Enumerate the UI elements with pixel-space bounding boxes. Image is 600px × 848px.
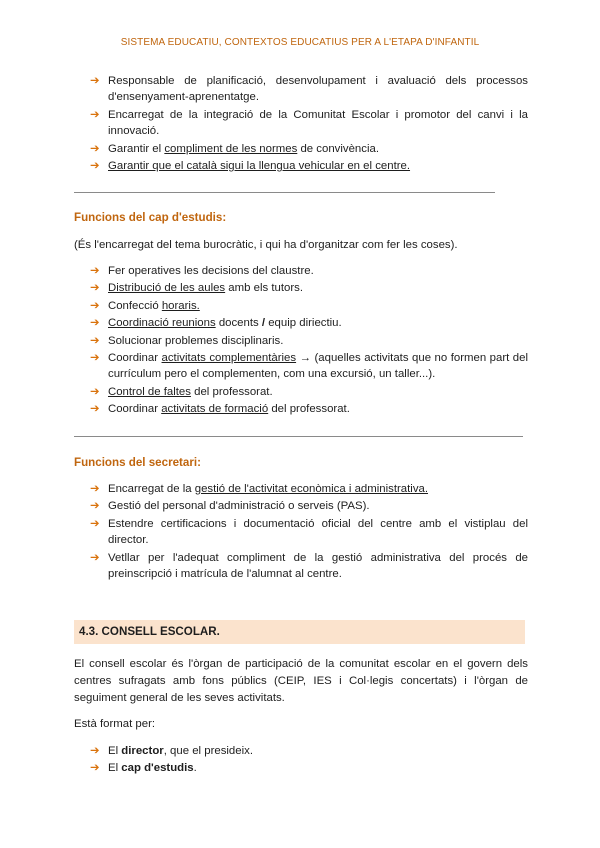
underlined-text: Garantir que el català sigui la llengua vehicular en el centre. — [108, 160, 411, 173]
list-item — [74, 315, 528, 331]
list-item — [74, 743, 528, 759]
arrow-right-icon: ➔ — [90, 282, 100, 295]
consell-members-list-wrapper — [74, 743, 528, 778]
list-item — [74, 141, 528, 157]
cap-estudis-heading: Funcions del cap d'estudis: — [74, 211, 227, 224]
secretari-list — [74, 481, 528, 582]
list-item-text: Encarregat de la — [108, 483, 195, 495]
consell-escolar-heading: 4.3. CONSELL ESCOLAR. — [79, 625, 220, 638]
cap-estudis-list-wrapper — [74, 263, 528, 419]
list-item-text: Vetllar per l'adequat compliment de la gestió administrativa del procés de preinscripció i matrícula de l'alumnat al centre. — [108, 551, 528, 581]
list-item-text: Gestió del personal d'administració o serveis (PAS). — [108, 500, 370, 513]
page-header: SISTEMA EDUCATIU, CONTEXTOS EDUCATIUS PER A L'ETAPA D'INFANTIL — [120, 37, 480, 48]
list-item — [74, 107, 528, 140]
list-item — [74, 350, 528, 383]
list-item — [74, 401, 528, 417]
list-item-text: Solucionar problemes disciplinaris. — [108, 334, 284, 347]
consell-members-list — [74, 743, 528, 777]
list-item-text: → (aquelles activitats que no formen part del currículum pero el complementen, com una excursió, un taller...). — [108, 352, 528, 381]
arrow-right-icon: ➔ — [90, 299, 100, 312]
list-item — [74, 158, 528, 174]
list-item — [74, 481, 528, 497]
secretari-heading: Funcions del secretari: — [74, 456, 201, 469]
bold-text: director — [121, 745, 164, 757]
list-item-text: Estendre certificacions i documentació oficial del centre amb el vistiplau del director. — [108, 517, 528, 547]
underlined-text: activitats complementàries — [161, 352, 297, 365]
list-item-text: Responsable de planificació, desenvolupament i avaluació dels processos d'ensenyament-aprenentatge. — [108, 75, 528, 104]
arrow-right-icon: ➔ — [90, 483, 100, 495]
list-item-text: equip diriectiu. — [265, 317, 342, 330]
divider — [74, 192, 495, 193]
arrow-right-icon: ➔ — [90, 317, 100, 330]
consell-format-text: Està format per: — [74, 718, 156, 730]
arrow-right-icon: ➔ — [90, 142, 100, 155]
list-item-text: Confecció — [108, 299, 162, 312]
list-item-text: , que el presideix. — [163, 745, 253, 757]
list-item-text: Coordinar — [108, 403, 162, 416]
consell-escolar-banner — [74, 620, 525, 644]
list-item-text: del professorat. — [190, 385, 273, 398]
underlined-text: compliment de les normes — [164, 142, 298, 155]
list-item-text: del professorat. — [268, 403, 350, 416]
list-item-text: docents — [215, 317, 262, 330]
underlined-text: Coordinació reunions — [108, 317, 216, 330]
list-item — [74, 333, 528, 349]
arrow-right-icon: ➔ — [90, 551, 100, 564]
list-item-text: Garantir el — [108, 142, 165, 155]
arrow-right-icon: ➔ — [90, 403, 100, 416]
list-item-text: Fer operatives les decisions del claustre. — [108, 265, 314, 277]
underlined-text: horaris. — [161, 299, 200, 312]
director-functions-list-wrapper — [74, 73, 528, 175]
divider — [74, 436, 523, 437]
arrow-right-icon: ➔ — [90, 334, 100, 347]
list-item-text: Coordinar — [108, 352, 162, 365]
list-item — [74, 516, 528, 549]
underlined-text: Control de faltes — [108, 385, 191, 398]
underlined-text: Distribució de les aules — [108, 282, 226, 295]
arrow-right-icon: ➔ — [90, 108, 100, 121]
arrow-right-icon: ➔ — [90, 385, 100, 398]
slash-text: / — [261, 317, 266, 330]
director-functions-list — [74, 73, 528, 174]
list-item — [74, 73, 528, 106]
list-item — [74, 280, 528, 296]
list-item-text: de convivència. — [297, 142, 379, 155]
arrow-right-icon: ➔ — [90, 75, 100, 87]
list-item-text: El — [108, 745, 122, 757]
arrow-right-icon: ➔ — [90, 500, 100, 513]
cap-estudis-list — [74, 263, 528, 418]
bold-text: cap d'estudis — [121, 762, 194, 775]
arrow-right-icon: ➔ — [90, 517, 100, 530]
list-item — [74, 550, 528, 583]
secretari-list-wrapper — [74, 481, 528, 583]
list-item-text: amb els tutors. — [225, 282, 304, 295]
list-item — [74, 384, 528, 400]
list-item-text: El — [108, 762, 122, 775]
consell-escolar-paragraph: El consell escolar és l'òrgan de participació de la comunitat escolar en el govern dels centres sufragats amb fons públics (CEIP, IES i Col·legis concertats) i l'òrgan de seguiment general de les seves activitats. — [74, 658, 528, 704]
arrow-right-icon: ➔ — [90, 762, 100, 775]
arrow-right-icon: ➔ — [90, 745, 100, 757]
arrow-right-icon: ➔ — [90, 265, 100, 277]
underlined-text: gestió de l'activitat econòmica i administrativa. — [194, 483, 429, 495]
arrow-right-icon: ➔ — [90, 352, 100, 365]
arrow-right-icon: ➔ — [90, 160, 100, 173]
list-item-text: . — [193, 762, 197, 775]
list-item — [74, 498, 528, 514]
list-item — [74, 760, 528, 776]
cap-estudis-intro: (És l'encarregat del tema burocràtic, i qui ha d'organitzar com fer les coses). — [74, 239, 458, 251]
list-item-text: Encarregat de la integració de la Comunitat Escolar i promotor del canvi i la innovació. — [108, 108, 528, 138]
underlined-text: activitats de formació — [161, 403, 269, 416]
list-item — [74, 263, 528, 279]
list-item — [74, 298, 528, 314]
